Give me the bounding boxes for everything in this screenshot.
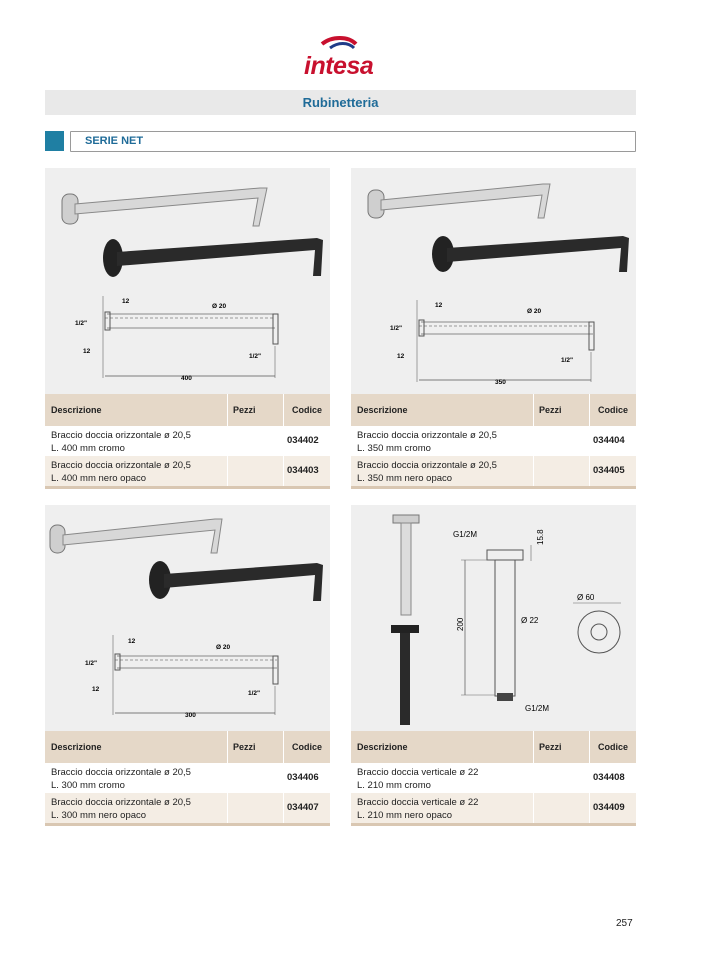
col-codice: Codice [598, 742, 629, 752]
table-header [351, 394, 636, 426]
series-heading [70, 131, 636, 152]
col-descrizione: Descrizione [357, 405, 408, 415]
table-bottom-border [45, 823, 330, 826]
table-row [351, 456, 636, 486]
dim-a: 12 [435, 302, 443, 309]
product-code: 034409 [593, 802, 625, 813]
col-descrizione: Descrizione [357, 742, 408, 752]
row-description: Braccio doccia orizzontale ø 20,5 L. 400 mm nero opaco [51, 460, 191, 484]
dim-length: 400 [181, 375, 192, 382]
dim-diameter-60: Ø 60 [577, 593, 595, 602]
col-descrizione: Descrizione [51, 405, 102, 415]
product-code: 034402 [287, 435, 319, 446]
dim-a: 12 [122, 298, 130, 305]
dim-b: 1/2" [85, 660, 98, 667]
dim-c: 12 [397, 353, 405, 360]
table-bottom-border [351, 486, 636, 489]
product-image [45, 505, 330, 731]
dim-a: 12 [128, 638, 136, 645]
table-bottom-border [351, 823, 636, 826]
dim-d: Ø 20 [527, 308, 542, 315]
product-image [351, 168, 636, 394]
col-pezzi: Pezzi [233, 405, 256, 415]
dim-e: 1/2" [249, 353, 262, 360]
series-marker [45, 131, 64, 151]
row-description: Braccio doccia orizzontale ø 20,5 L. 300 mm nero opaco [51, 797, 191, 821]
dim-length: 200 [456, 617, 465, 631]
product-image [351, 505, 636, 731]
col-codice: Codice [292, 742, 323, 752]
dim-length: 350 [495, 379, 506, 386]
dim-c: 12 [92, 686, 100, 693]
col-codice: Codice [598, 405, 629, 415]
dim-d: Ø 20 [212, 303, 227, 310]
table-header [351, 731, 636, 763]
dim-height: 15.8 [536, 529, 545, 545]
table-row [351, 793, 636, 823]
row-description: Braccio doccia orizzontale ø 20,5 L. 350 mm cromo [357, 430, 497, 454]
product-code: 034404 [593, 435, 625, 446]
dim-diameter-22: Ø 22 [521, 616, 539, 625]
product-code: 034405 [593, 465, 625, 476]
dim-thread-top: G1/2M [453, 530, 478, 539]
table-row [45, 426, 330, 456]
dim-b: 1/2" [75, 320, 88, 327]
table-bottom-border [45, 486, 330, 489]
col-pezzi: Pezzi [539, 405, 562, 415]
product-image [45, 168, 330, 394]
table-header [45, 394, 330, 426]
row-description: Braccio doccia orizzontale ø 20,5 L. 400 mm cromo [51, 430, 191, 454]
row-description: Braccio doccia orizzontale ø 20,5 L. 350 mm nero opaco [357, 460, 497, 484]
page-number: 257 [616, 918, 633, 929]
product-code: 034403 [287, 465, 319, 476]
horizontal-arm-illustration [351, 168, 636, 394]
row-description: Braccio doccia verticale ø 22 L. 210 mm cromo [357, 767, 479, 791]
dim-b: 1/2" [390, 325, 403, 332]
dim-e: 1/2" [248, 690, 261, 697]
table-row [45, 763, 330, 793]
product-code: 034406 [287, 772, 319, 783]
table-row [45, 456, 330, 486]
series-label: SERIE NET [85, 135, 144, 147]
product-code: 034407 [287, 802, 319, 813]
col-pezzi: Pezzi [233, 742, 256, 752]
horizontal-arm-illustration [45, 505, 330, 731]
col-descrizione: Descrizione [51, 742, 102, 752]
dim-e: 1/2" [561, 357, 574, 364]
col-pezzi: Pezzi [539, 742, 562, 752]
table-row [351, 426, 636, 456]
table-header [45, 731, 330, 763]
table-row [45, 793, 330, 823]
page-title: Rubinetteria [302, 95, 379, 110]
dim-thread-bottom: G1/2M [525, 704, 550, 713]
brand-name: intesa [304, 52, 374, 80]
dim-length: 300 [185, 712, 196, 719]
dim-c: 12 [83, 348, 91, 355]
horizontal-arm-illustration [45, 168, 330, 394]
section-banner [45, 90, 636, 115]
product-code: 034408 [593, 772, 625, 783]
table-row [351, 763, 636, 793]
vertical-arm-illustration [351, 505, 636, 731]
row-description: Braccio doccia verticale ø 22 L. 210 mm nero opaco [357, 797, 479, 821]
col-codice: Codice [292, 405, 323, 415]
row-description: Braccio doccia orizzontale ø 20,5 L. 300 mm cromo [51, 767, 191, 791]
dim-d: Ø 20 [216, 644, 231, 651]
